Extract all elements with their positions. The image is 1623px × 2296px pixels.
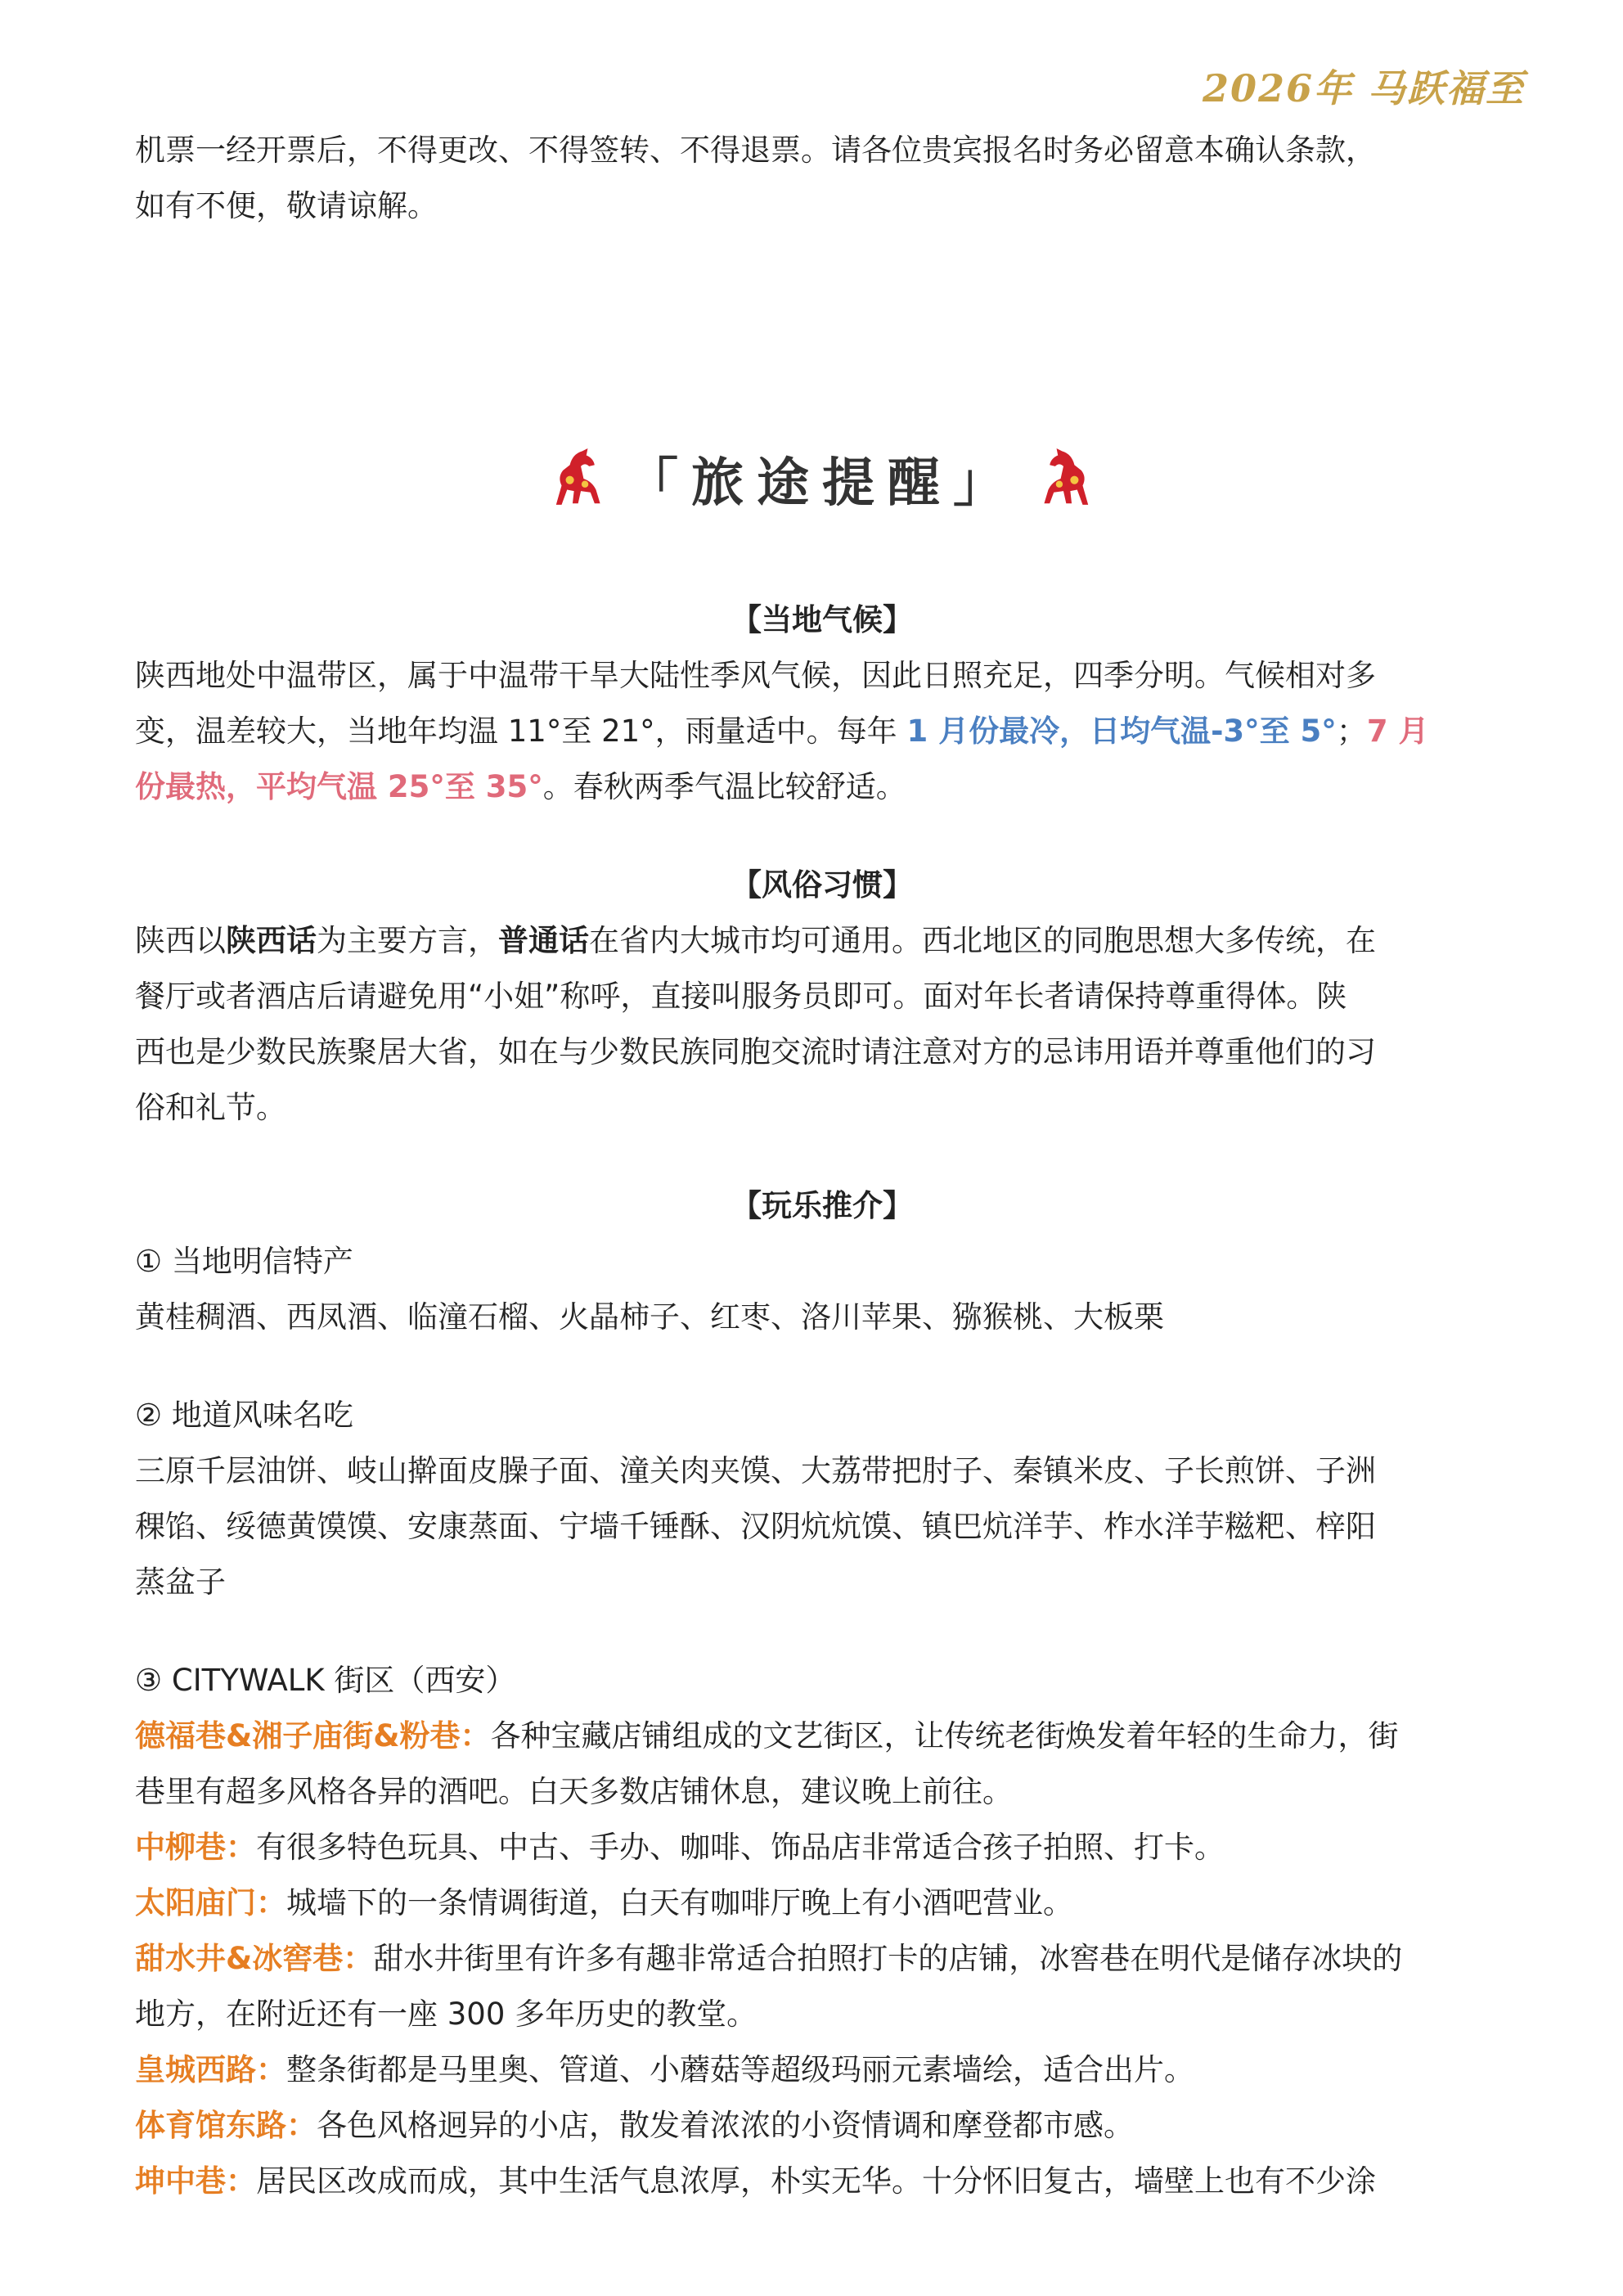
intro-line-2: 如有不便，敬请谅解。 (135, 188, 438, 223)
specialty-title: ① 当地明信特产 (135, 1244, 353, 1279)
street-item-cont: 巷里有超多风格各异的酒吧。白天多数店铺休息，建议晚上前往。 (135, 1774, 1013, 1809)
climate-line-3 (135, 759, 1509, 815)
brand-logo: 2026年 马跃福至 (1202, 66, 1525, 110)
fun-heading: 【玩乐推介】 (731, 1188, 913, 1223)
street-item (135, 1708, 1509, 1764)
climate-tail: 。春秋两季气温比较舒适。 (542, 769, 906, 804)
customs-line-2: 餐厅或者酒店后请避免用“小姐”称呼，直接叫服务员即可。面对年长者请保持尊重得体。陕 (135, 979, 1347, 1014)
customs-heading: 【风俗习惯】 (731, 867, 913, 903)
climate-line-1: 陕西地处中温带区，属于中温带干旱大陆性季风气候，因此日照充足，四季分明。气候相对多 (135, 658, 1376, 693)
street-item (135, 1820, 1509, 1875)
street-name: 坤中巷： (135, 2163, 256, 2199)
climate-text: 变，温差较大，当地年均温 11°至 21°，雨量适中。 (135, 714, 837, 749)
street-item-cont: 地方，在附近还有一座 300 多年历史的教堂。 (135, 1997, 758, 2032)
climate-hot-a: 7 月 (1366, 714, 1429, 749)
street-desc: 甜水井街里有许多有趣非常适合拍照打卡的店铺，冰窖巷在明代是储存冰块的 (373, 1941, 1403, 1976)
street-name: 太阳庙门： (135, 1885, 286, 1920)
street-desc: 各种宝藏店铺组成的文艺街区，让传统老街焕发着年轻的生命力，街 (490, 1718, 1399, 1754)
street-item (135, 2154, 1509, 2209)
street-name: 德福巷&湘子庙街&粉巷： (135, 1718, 491, 1754)
food-line-1: 三原千层油饼、岐山擀面皮臊子面、潼关肉夹馍、大荔带把肘子、秦镇米皮、子长煎饼、子洲 (135, 1453, 1376, 1488)
street-name: 皇城西路： (135, 2052, 286, 2087)
food-title: ② 地道风味名吃 (135, 1398, 353, 1433)
street-item (135, 2042, 1509, 2098)
customs-bold-shaanxi: 陕西话 (226, 923, 317, 958)
street-item (135, 2098, 1509, 2154)
specialty-body: 黄桂稠酒、西凤酒、临潼石榴、火晶柿子、红枣、洛川苹果、猕猴桃、大板栗 (135, 1299, 1164, 1335)
climate-semicolon: ； (1336, 714, 1367, 749)
horse-icon (1033, 444, 1102, 513)
food-line-2: 稞馅、绥德黄馍馍、安康蒸面、宁墙千锤酥、汉阴炕炕馍、镇巴炕洋芋、柞水洋芋糍粑、梓阳 (135, 1509, 1376, 1544)
customs-text: 为主要方言， (317, 923, 498, 958)
street-desc: 各色风格迥异的小店，散发着浓浓的小资情调和摩登都市感。 (317, 2108, 1134, 2143)
climate-hot-b: 份最热，平均气温 25°至 35° (135, 769, 543, 804)
street-desc: 有很多特色玩具、中古、手办、咖啡、饰品店非常适合孩子拍照、打卡。 (256, 1830, 1225, 1865)
food-line-3: 蒸盆子 (135, 1564, 226, 1600)
climate-heading: 【当地气候】 (731, 602, 913, 637)
section-title (135, 434, 1509, 524)
citywalk-title: ③ CITYWALK 街区（西安） (135, 1663, 516, 1698)
horse-icon (542, 444, 611, 513)
title-text: 「旅途提醒」 (626, 453, 1018, 514)
customs-text: 在省内大城市均可通用。西北地区的同胞思想大多传统，在 (589, 923, 1376, 958)
street-desc: 居民区改成而成，其中生活气息浓厚，朴实无华。十分怀旧复古，墙壁上也有不少涂 (256, 2163, 1376, 2199)
document-body (135, 123, 1509, 2209)
street-desc: 城墙下的一条情调街道，白天有咖啡厅晚上有小酒吧营业。 (286, 1885, 1073, 1920)
climate-every-year: 每年 (836, 714, 907, 749)
street-name: 中柳巷： (135, 1830, 256, 1865)
customs-line-4: 俗和礼节。 (135, 1090, 286, 1125)
customs-text: 陕西以 (135, 923, 226, 958)
customs-line-3: 西也是少数民族聚居大省，如在与少数民族同胞交流时请注意对方的忌讳用语并尊重他们的习 (135, 1034, 1376, 1069)
street-name: 体育馆东路： (135, 2108, 317, 2143)
street-desc: 整条街都是马里奥、管道、小蘑菇等超级玛丽元素墙绘，适合出片。 (286, 2052, 1194, 2087)
customs-bold-mandarin: 普通话 (498, 923, 589, 958)
street-name: 甜水井&冰窖巷： (135, 1941, 374, 1976)
street-item (135, 1875, 1509, 1931)
climate-cold: 1 月份最冷，日均气温-3°至 5° (906, 714, 1337, 749)
intro-line-1: 机票一经开票后，不得更改、不得签转、不得退票。请各位贵宾报名时务必留意本确认条款， (135, 133, 1376, 168)
climate-line-2 (135, 704, 1509, 759)
street-item (135, 1931, 1509, 1987)
customs-line-1 (135, 913, 1509, 969)
